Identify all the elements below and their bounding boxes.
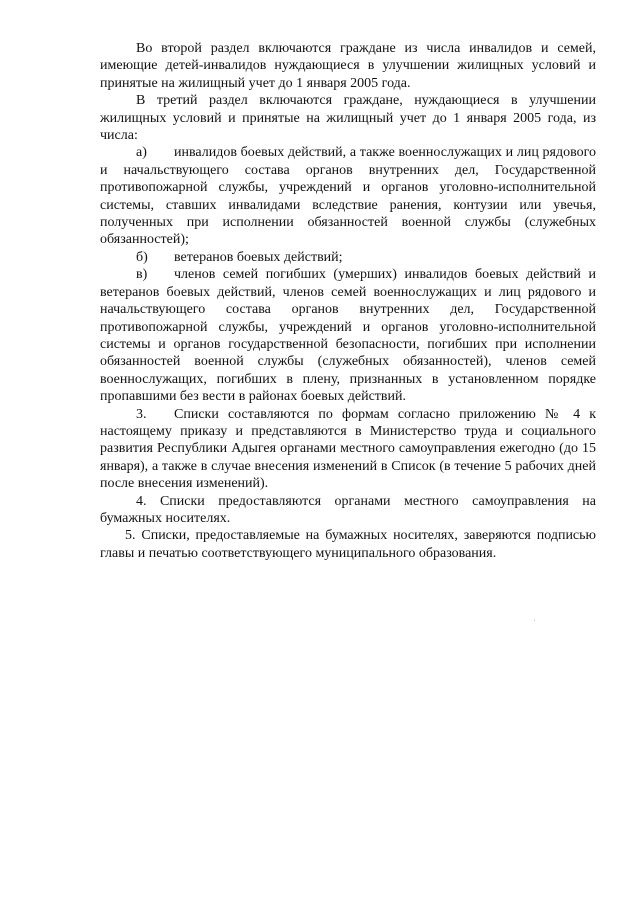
list-item-c (100, 266, 596, 405)
list-text-b: ветеранов боевых действий; (174, 249, 343, 265)
paragraph-3-text: Списки составляются по формам согласно приложению № 4 к настоящему приказу и представляются в Министерство труда и социального развития Республики Адыгея органами местного самоуправления ежегодно (до 15 января), а также в случае внесения изменений в Список (в течение 5 рабочих дней после внесения изменений). (100, 406, 596, 492)
document-body (100, 40, 596, 562)
list-item-b (100, 249, 596, 266)
paragraph-3-number: 3. (136, 406, 147, 422)
list-marker-a: а) (136, 145, 147, 161)
paragraph-second-section: Во второй раздел включаются граждане из числа инвалидов и семей, имеющие детей-инвалидов нуждающиеся в улучшении жилищных условий и принятые на жилищный учет до 1 января 2005 года. (100, 41, 596, 91)
scan-speck (534, 620, 535, 621)
paragraph-4: 4. Списки предоставляются органами местного самоуправления на бумажных носителях. (100, 493, 596, 526)
paragraph-third-section: В третий раздел включаются граждане, нуждающиеся в улучшении жилищных условий и принятые на жилищный учет до 1 января 2005 года, из числа: (100, 93, 596, 144)
list-marker-b: б) (136, 249, 148, 265)
list-text-c: членов семей погибших (умерших) инвалидов боевых действий и ветеранов боевых действий, членов семей военнослужащих и лиц рядового и начальствующего состава органов внутренних дел, Государственной противопожарной службы, учреждений и органов уголовно-исполнительной системы и органов государственной безопасности, погибших при исполнении обязанностей военной службы (служебных обязанностей), членов семей военнослужащих, погибших в плену, признанных в установленном порядке пропавшими без вести в районах боевых действий. (100, 267, 596, 405)
list-text-a: инвалидов боевых действий, а также военнослужащих и лиц рядового и начальствующего состава органов внутренних дел, Государственной противопожарной службы, учреждений и органов уголовно-исполнительной системы, ставших инвалидами вследствие ранения, контузии или увечья, полученных при исполнении обязанностей военной службы (служебных обязанностей); (100, 145, 596, 248)
list-marker-c: в) (136, 267, 148, 283)
paragraph-3 (100, 406, 596, 493)
list-item-a (100, 144, 596, 248)
paragraph-5: 5. Списки, предоставляемые на бумажных носителях, заверяются подписью главы и печатью соответствующего муниципального образования. (100, 528, 596, 561)
